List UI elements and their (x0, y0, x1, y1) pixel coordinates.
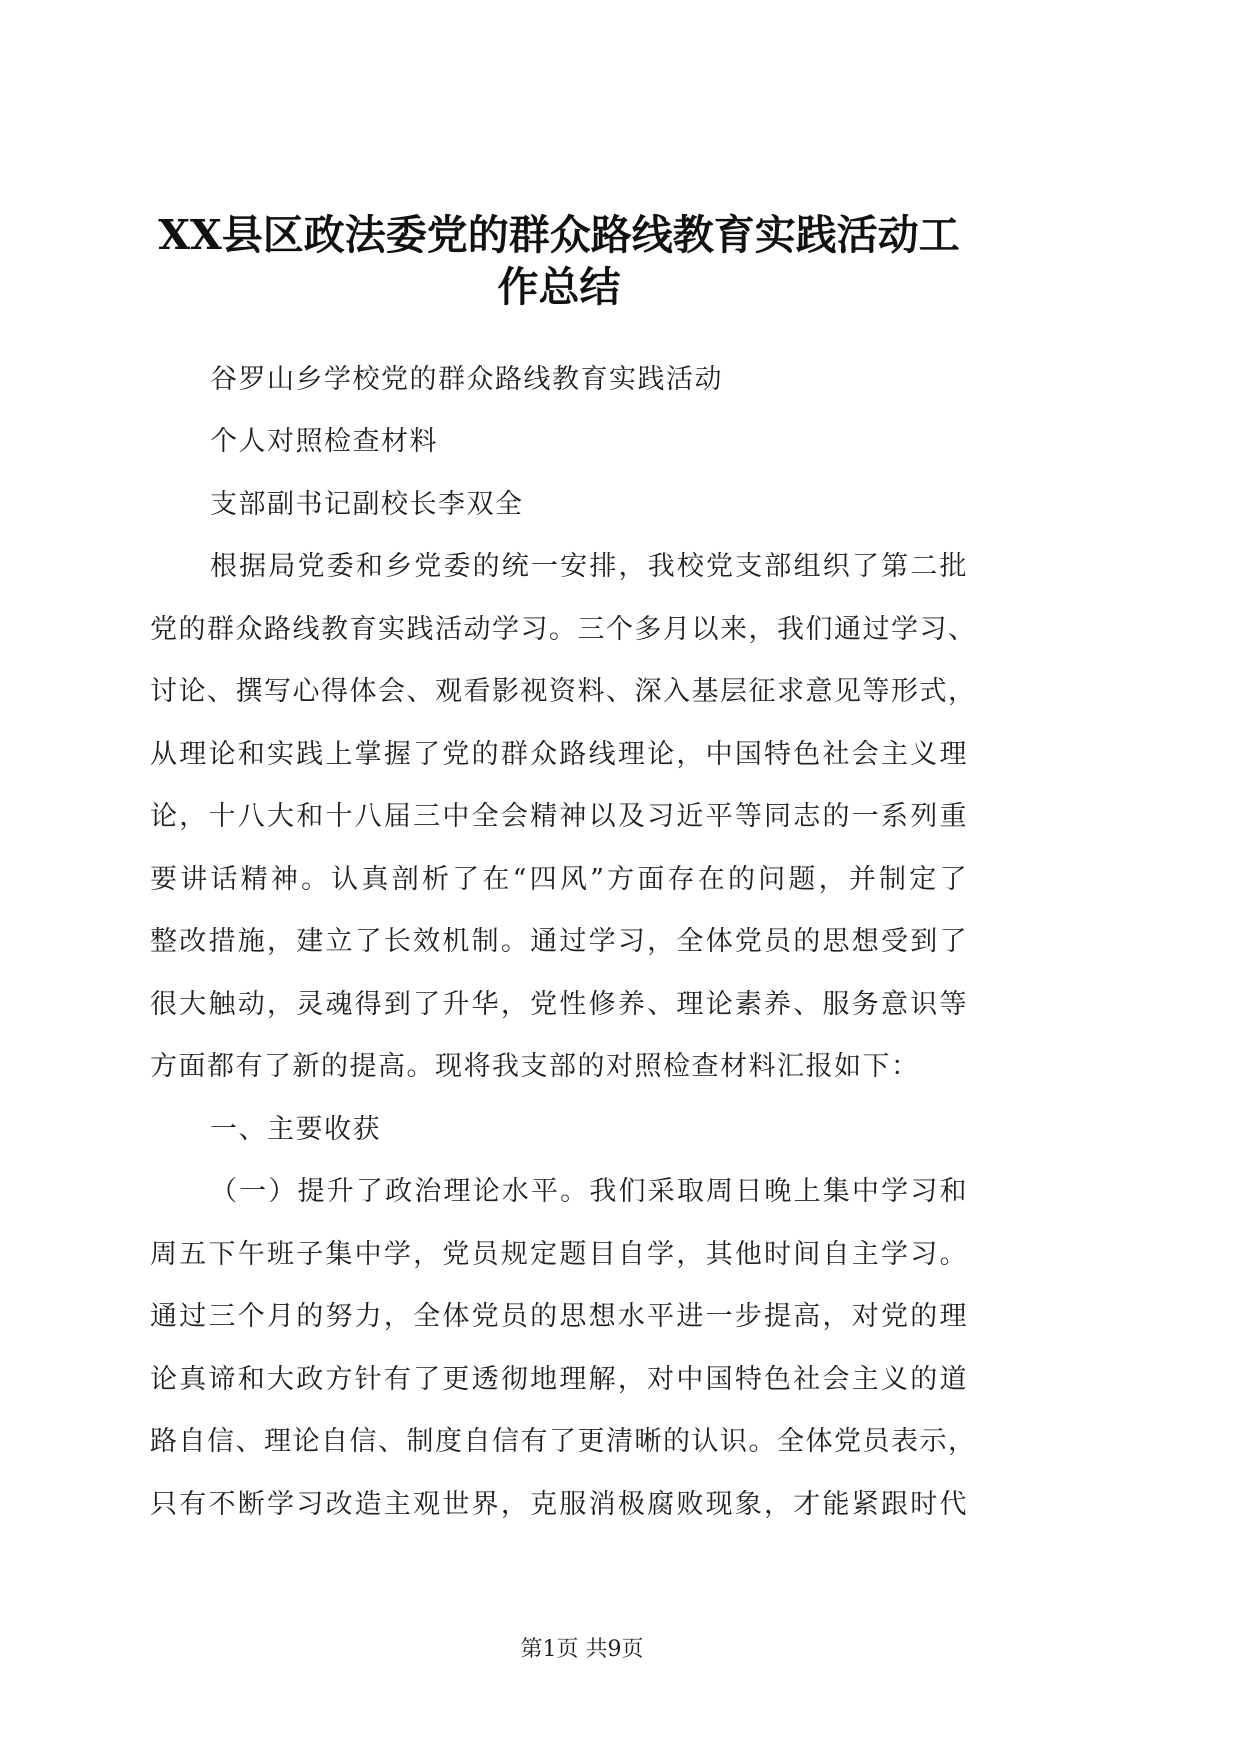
author-line: 支部副书记副校长李双全 (210, 488, 524, 520)
paragraph-line: 方面都有了新的提高。现将我支部的对照检查材料汇报如下： (150, 1051, 920, 1083)
paragraph-line: 很大触动，灵魂得到了升华，党性修养、理论素养、服务意识等 (150, 988, 968, 1020)
document-body (150, 349, 977, 1537)
material-type-heading: 个人对照检查材料 (210, 426, 438, 458)
paragraph-line: 周五下午班子集中学，党员规定题目自学，其他时间自主学习。 (150, 1238, 968, 1270)
paragraph-line: 讨论、撰写心得体会、观看影视资料、深入基层征求意见等形式， (150, 676, 977, 708)
paragraph-line: 论，十八大和十八届三中全会精神以及习近平等同志的一系列重 (150, 801, 968, 833)
paragraph-line: 只有不断学习改造主观世界，克服消极腐败现象，才能紧跟时代 (150, 1488, 968, 1520)
paragraph-line: 路自信、理论自信、制度自信有了更清晰的认识。全体党员表示， (150, 1426, 977, 1458)
paragraph-line: 整改措施，建立了长效机制。通过学习，全体党员的思想受到了 (150, 926, 968, 958)
school-activity-heading: 谷罗山乡学校党的群众路线教育实践活动 (210, 363, 723, 395)
paragraph-line: 根据局党委和乡党委的统一安排，我校党支部组织了第二批 (210, 551, 968, 583)
paragraph-line: 要讲话精神。认真剖析了在“四风”方面存在的问题，并制定了 (150, 863, 968, 895)
section-heading: 一、主要收获 (210, 1113, 381, 1145)
document-title-line-1: XX县区政法委党的群众路线教育实践活动工 (158, 211, 960, 259)
paragraph-line: 从理论和实践上掌握了党的群众路线理论，中国特色社会主义理 (150, 738, 968, 770)
paragraph-line: 通过三个月的努力，全体党员的思想水平进一步提高，对党的理 (150, 1301, 968, 1333)
page-number-footer: 第1页 共9页 (520, 1637, 644, 1662)
paragraph-line: 党的群众路线教育实践活动学习。三个多月以来，我们通过学习、 (150, 613, 977, 645)
paragraph-line: 论真谛和大政方针有了更透彻地理解，对中国特色社会主义的道 (150, 1363, 968, 1395)
document-title-line-2: 作总结 (497, 263, 621, 311)
paragraph-line: （一）提升了政治理论水平。我们采取周日晚上集中学习和 (210, 1176, 968, 1208)
